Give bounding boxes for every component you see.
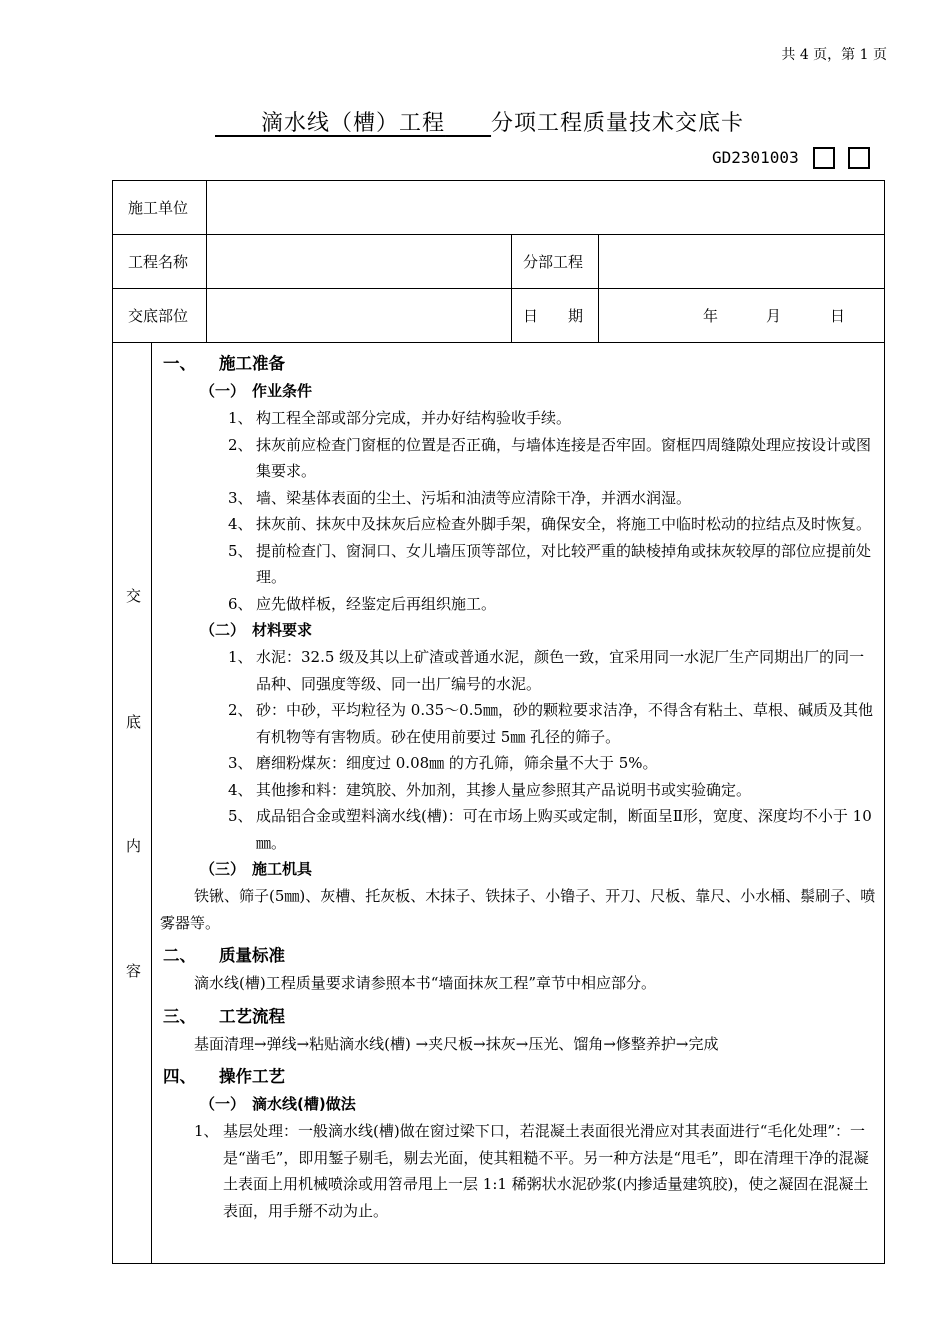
date-year: 年 [703,307,719,325]
date-label: 日 期 [523,307,584,325]
section-heading: 四、 操作工艺 [163,1067,285,1086]
date-month: 月 [766,307,782,325]
list-item: 2、 抹灰前应检查门窗框的位置是否正确，与墙体连接是否牢固。窗框四周缝隙处理应按设计或图集要求。 [228,435,872,480]
list-item: 5、 提前检查门、窗洞口、女儿墙压顶等部位，对比较严重的缺棱掉角或抹灰较厚的部位应提前处理。 [228,541,872,586]
side-char: 底 [126,713,142,731]
unit-label: 施工单位 [128,199,189,217]
section-heading: 一、 施工准备 [163,354,285,373]
page-info: 共 4 页，第 1 页 [781,47,887,63]
list-item: 3、 磨细粉煤灰：细度过 0.08㎜ 的方孔筛，筛余量不大于 5%。 [228,754,658,772]
checkbox-2[interactable] [848,147,870,169]
checkbox-1[interactable] [813,147,835,169]
section-heading: 三、 工艺流程 [163,1006,285,1026]
row-divider [113,234,884,235]
form-table [112,180,885,1264]
quality-text: 滴水线(槽)工程质量要求请参照本书“墙面抹灰工程”章节中相应部分。 [194,974,657,992]
subsection-heading: （二） 材料要求 [200,621,313,639]
doc-code: GD2301003 [712,148,799,167]
list-item: 1、 构工程全部或部分完成，并办好结构验收手续。 [228,409,572,427]
col-divider [511,234,512,342]
list-item: 3、 墙、梁基体表面的尘土、污垢和油渍等应清除干净，并洒水润湿。 [228,488,692,507]
side-char: 内 [126,837,142,855]
subsection-heading: （一） 滴水线(槽)做法 [200,1095,356,1113]
date-day: 日 [830,307,846,325]
part-label: 交底部位 [128,307,189,325]
tools-text: 铁锹、筛子(5㎜)、灰槽、托灰板、木抹子、铁抹子、小镥子、开刀、尺板、靠尺、小水桶、鬃刷子、喷雾器等。 [160,887,876,932]
list-item: 2、 砂：中砂，平均粒径为 0.35～0.5㎜，砂的颗粒要求洁净，不得含有粘土、草根、碱质及其他有机物等有害物质。砂在使用前要过 5㎜ 孔径的筛子。 [228,701,874,746]
side-char: 容 [126,962,142,980]
subsection-heading: （一） 作业条件 [200,382,313,400]
side-char: 交 [126,587,142,605]
list-item: 1、 基层处理：一般滴水线(槽)做在窗过梁下口，若混凝土表面很光滑应对其表面进行“毛化处理”：一是“凿毛”，即用錾子剔毛，剔去光面，使其粗糙不平。另一种方法是“甩毛”，即在清理干净的混凝土表面上用机械喷涂或用笤帚甩上一层 1:1 稀粥状水泥砂浆(内掺适量建筑胶)，使之凝固在混凝土表面，用手掰不动为止。 [194,1122,869,1220]
page-title [215,106,744,137]
section-heading: 二、 质量标准 [163,946,285,965]
project-field[interactable] [208,236,508,286]
list-item: 1、 水泥：32.5 级及其以上矿渣或普通水泥，颜色一致，宜采用同一水泥厂生产同期出厂的同一品种、同强度等级、同一出厂编号的水泥。 [228,648,865,693]
list-item: 6、 应先做样板，经鉴定后再组织施工。 [228,594,497,613]
list-item: 4、 其他掺和料：建筑胶、外加剂，其掺人量应参照其产品说明书或实验确定。 [228,780,752,799]
col-divider [206,181,207,342]
disclosure-content [160,344,876,1224]
col-divider [151,342,152,1263]
sub-project-label: 分部工程 [523,253,584,271]
part-field[interactable] [208,290,508,340]
unit-field[interactable] [208,183,880,233]
title-rest: 分项工程质量技术交底卡 [491,111,745,136]
process-flow-text: 基面清理→弹线→粘贴滴水线(槽) →夹尺板→抹灰→压光、馏角→修整养护→完成 [194,1034,719,1053]
row-divider [113,288,884,289]
title-project-name: 滴水线（槽）工程 [261,111,446,136]
row-divider [113,342,884,343]
list-item: 4、 抹灰前、抹灰中及抹灰后应检查外脚手架，确保安全，将施工中临时松动的拉结点及时恢复。 [228,515,872,533]
project-label: 工程名称 [128,253,189,271]
subsection-heading: （三） 施工机具 [200,860,313,878]
col-divider [598,234,599,342]
sub-project-field[interactable] [601,236,881,286]
list-item: 5、 成品铝合金或塑料滴水线(槽)：可在市场上购买或定制，断面呈Ⅱ形，宽度、深度均不小于 10㎜。 [228,807,872,852]
